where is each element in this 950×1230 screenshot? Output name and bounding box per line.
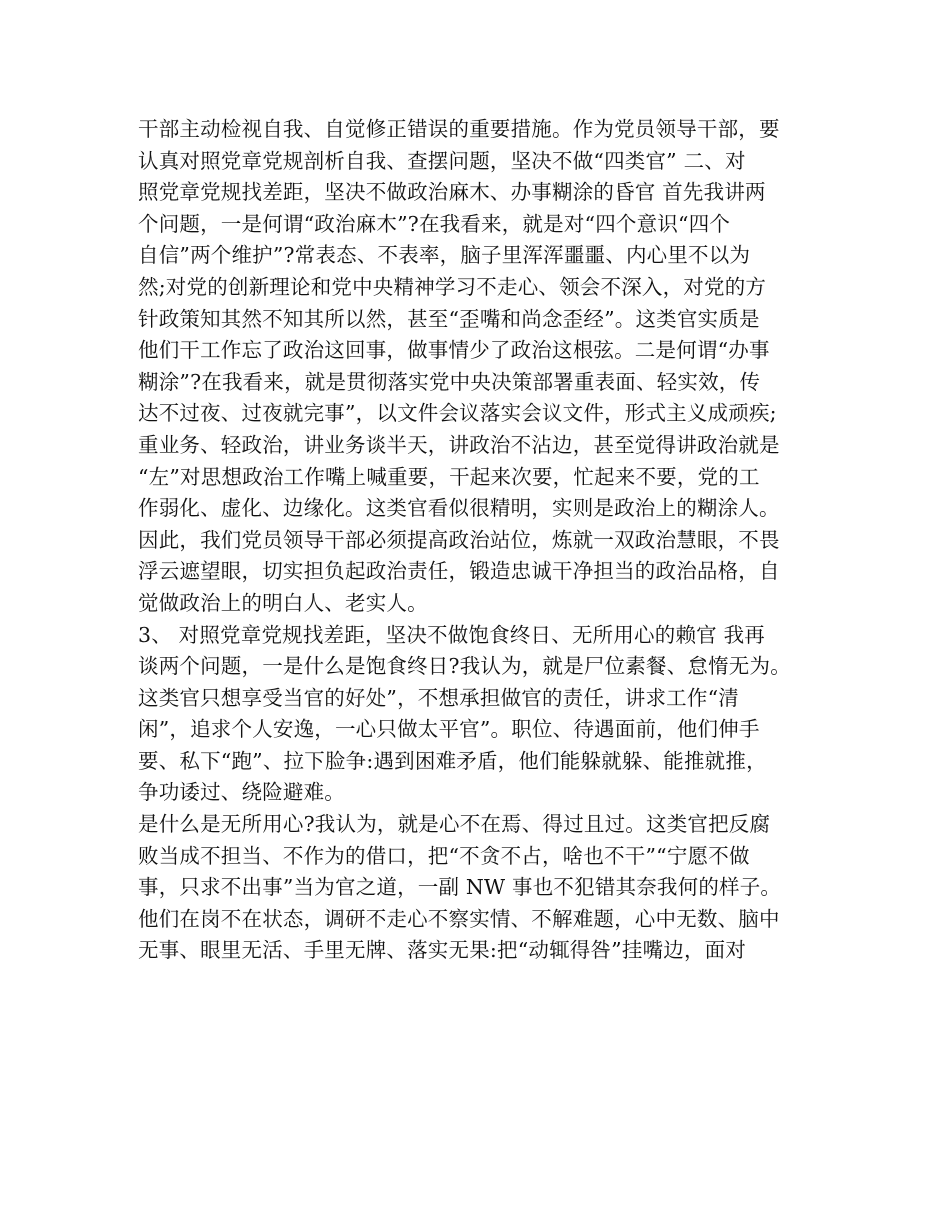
- text-line: 干部主动检视自我、自觉修正错误的重要措施。作为党员领导干部，要: [138, 117, 780, 141]
- text-line: 达不过夜、过夜就完事”，以文件会议落实会议文件，形式主义成顽疾;: [138, 401, 777, 426]
- document-body: [138, 114, 828, 967]
- text-line: 照党章党规找差距，坚决不做政治麻木、办事糊涂的昏官 首先我讲两: [138, 180, 766, 205]
- text-line: 认真对照党章党规剖析自我、查摆问题，坚决不做“四类官” 二、对: [138, 148, 746, 173]
- text-line: 觉做政治上的明白人、老实人。: [138, 590, 428, 615]
- text-line: 是什么是无所用心?我认为，就是心不在焉、得过且过。这类官把反腐: [138, 812, 771, 837]
- text-line: 个问题，一是何谓“政治麻木”?在我看来，就是对“四个意识“四个: [138, 211, 731, 236]
- text-line: 他们在岗不在状态，调研不走心不察实情、不解难题，心中无数、脑中: [138, 906, 780, 931]
- text-line: 事，只求不出事”当为官之道，一副 NW 事也不犯错其奈我何的样子。: [138, 875, 782, 900]
- text-line: 作弱化、虚化、边缘化。这类官看似很精明，实则是政治上的糊涂人。: [138, 496, 780, 521]
- text-line: 因此，我们党员领导干部必须提高政治站位，炼就一双政治慧眼，不畏: [138, 527, 780, 552]
- text-line: 然;对党的创新理论和党中央精神学习不走心、领会不深入，对党的方: [138, 274, 767, 299]
- text-line: 针政策知其然不知其所以然，甚至“歪嘴和尚念歪经”。这类官实质是: [138, 306, 760, 331]
- text-line: 3、 对照党章党规找差距，坚决不做饱食终日、无所用心的赖官 我再: [138, 622, 765, 647]
- text-line: 这类官只想享受当官的好处”，不想承担做官的责任，讲求工作“清: [138, 685, 739, 710]
- text-line: 浮云遮望眼，切实担负起政治责任，锻造忠诚干净担当的政治品格，自: [138, 559, 780, 584]
- text-line: 要、私下“跑”、拉下脸争:遇到困难矛盾，他们能躲就躲、能推就推，: [138, 748, 767, 773]
- text-line: 自信”两个维护”?常表态、不表率，脑子里浑浑噩噩、内心里不以为: [138, 243, 751, 268]
- text-line: 糊涂”?在我看来，就是贯彻落实党中央决策部署重表面、轻实效，传: [138, 369, 761, 394]
- text-line: 闲”，追求个人安逸，一心只做太平官”。职位、待遇面前，他们伸手: [138, 717, 760, 742]
- text-line: 重业务、轻政治，讲业务谈半天，讲政治不沾边，甚至觉得讲政治就是: [138, 432, 780, 457]
- text-line: 谈两个问题，一是什么是饱食终日?我认为，就是尸位素餐、怠惰无为。: [138, 654, 791, 679]
- text-line: 无事、眼里无活、手里无牌、落实无果:把“动辄得咎”挂嘴边，面对: [138, 938, 747, 963]
- text-line: 败当成不担当、不作为的借口，把“不贪不占，啥也不干”“宁愿不做: [138, 843, 750, 868]
- text-line: 争功诿过、绕险避难。: [138, 780, 345, 805]
- text-line: 他们干工作忘了政治这回事，做事情少了政治这根弦。二是何谓“办事: [138, 338, 770, 363]
- text-line: “左”对思想政治工作嘴上喊重要，干起来次要，忙起来不要，党的工: [138, 464, 760, 489]
